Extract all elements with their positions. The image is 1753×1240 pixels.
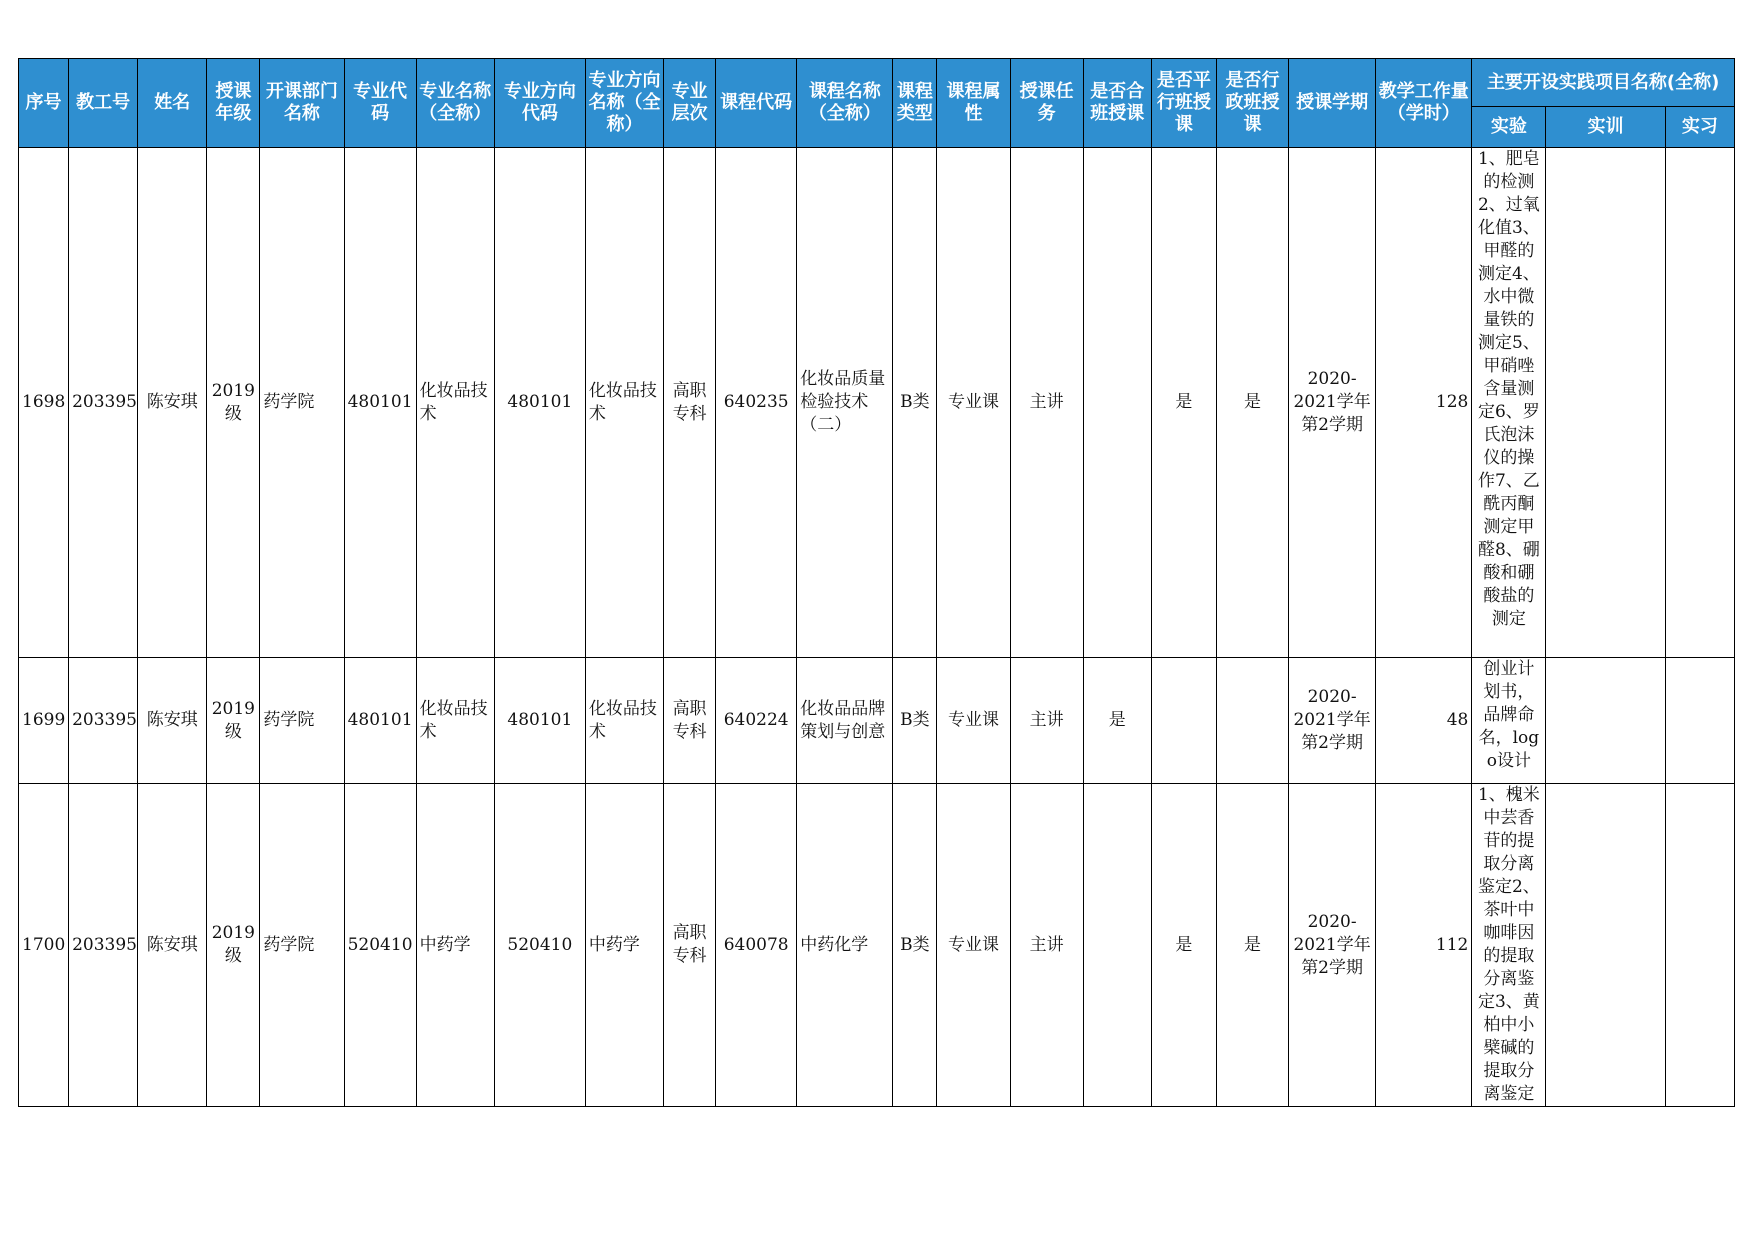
- header-course-code: 课程代码: [716, 59, 797, 148]
- header-course-name: 课程名称（全称）: [797, 59, 893, 148]
- cell-internship: [1665, 658, 1734, 784]
- cell-internship: [1665, 784, 1734, 1107]
- cell-merged-class: [1083, 148, 1151, 658]
- cell-name: 陈安琪: [138, 658, 207, 784]
- cell-grade: 2019级: [207, 148, 260, 658]
- cell-direction-name: 化妆品技术: [585, 658, 663, 784]
- cell-internship: [1665, 148, 1734, 658]
- cell-name: 陈安琪: [138, 784, 207, 1107]
- cell-course-code: 640235: [716, 148, 797, 658]
- header-direction-code: 专业方向代码: [494, 59, 585, 148]
- header-practice-group: 主要开设实践项目名称(全称): [1472, 59, 1735, 107]
- cell-merged-class: 是: [1083, 658, 1151, 784]
- cell-task: 主讲: [1010, 148, 1083, 658]
- cell-task: 主讲: [1010, 658, 1083, 784]
- cell-training: [1546, 148, 1665, 658]
- header-experiment: 实验: [1472, 107, 1546, 148]
- cell-course-code: 640224: [716, 658, 797, 784]
- cell-course-type: B类: [893, 658, 937, 784]
- cell-course-type: B类: [893, 148, 937, 658]
- header-major-code: 专业代码: [344, 59, 416, 148]
- cell-name: 陈安琪: [138, 148, 207, 658]
- cell-seq: 1698: [19, 148, 69, 658]
- cell-seq: 1700: [19, 784, 69, 1107]
- cell-course-code: 640078: [716, 784, 797, 1107]
- teaching-task-table: [18, 58, 1735, 1107]
- header-term: 授课学期: [1289, 59, 1376, 148]
- cell-workload: 128: [1376, 148, 1472, 658]
- cell-grade: 2019级: [207, 658, 260, 784]
- cell-workload: 112: [1376, 784, 1472, 1107]
- header-course-attr: 课程属性: [937, 59, 1010, 148]
- cell-parallel-class: 是: [1151, 784, 1216, 1107]
- cell-direction-code: 520410: [494, 784, 585, 1107]
- cell-level: 高职专科: [664, 784, 716, 1107]
- cell-level: 高职专科: [664, 148, 716, 658]
- cell-grade: 2019级: [207, 784, 260, 1107]
- cell-direction-code: 480101: [494, 658, 585, 784]
- cell-admin-class: [1216, 658, 1288, 784]
- header-level: 专业层次: [664, 59, 716, 148]
- cell-major-code: 520410: [344, 784, 416, 1107]
- cell-course-attr: 专业课: [937, 784, 1010, 1107]
- table-row: [19, 658, 1735, 784]
- cell-course-name: 化妆品质量检验技术（二）: [797, 148, 893, 658]
- header-direction-name: 专业方向名称（全称）: [585, 59, 663, 148]
- cell-task: 主讲: [1010, 784, 1083, 1107]
- table-row: [19, 784, 1735, 1107]
- cell-parallel-class: 是: [1151, 148, 1216, 658]
- cell-teacher-id: 203395: [69, 658, 138, 784]
- cell-dept: 药学院: [260, 658, 344, 784]
- header-seq: 序号: [19, 59, 69, 148]
- header-internship: 实习: [1665, 107, 1734, 148]
- cell-seq: 1699: [19, 658, 69, 784]
- header-grade: 授课年级: [207, 59, 260, 148]
- cell-workload: 48: [1376, 658, 1472, 784]
- cell-term: 2020-2021学年第2学期: [1289, 148, 1376, 658]
- header-name: 姓名: [138, 59, 207, 148]
- cell-major-name: 中药学: [416, 784, 494, 1107]
- cell-direction-code: 480101: [494, 148, 585, 658]
- cell-admin-class: 是: [1216, 148, 1288, 658]
- header-dept: 开课部门名称: [260, 59, 344, 148]
- cell-level: 高职专科: [664, 658, 716, 784]
- cell-major-code: 480101: [344, 658, 416, 784]
- cell-experiment: 1、肥皂的检测2、过氧化值3、甲醛的测定4、水中微量铁的测定5、甲硝唑含量测定6、罗氏泡沫仪的操作7、乙酰丙酮测定甲醛8、硼酸和硼酸盐的测定: [1472, 148, 1546, 658]
- cell-term: 2020-2021学年第2学期: [1289, 784, 1376, 1107]
- cell-direction-name: 化妆品技术: [585, 148, 663, 658]
- cell-course-attr: 专业课: [937, 148, 1010, 658]
- cell-training: [1546, 784, 1665, 1107]
- cell-experiment: 1、槐米中芸香苷的提取分离鉴定2、茶叶中咖啡因的提取分离鉴定3、黄柏中小檗碱的提取分离鉴定: [1472, 784, 1546, 1107]
- header-teacher-id: 教工号: [69, 59, 138, 148]
- cell-training: [1546, 658, 1665, 784]
- cell-major-name: 化妆品技术: [416, 148, 494, 658]
- cell-parallel-class: [1151, 658, 1216, 784]
- cell-course-attr: 专业课: [937, 658, 1010, 784]
- header-course-type: 课程类型: [893, 59, 937, 148]
- cell-teacher-id: 203395: [69, 784, 138, 1107]
- cell-experiment: 创业计划书，品牌命名，logo设计: [1472, 658, 1546, 784]
- cell-merged-class: [1083, 784, 1151, 1107]
- header-training: 实训: [1546, 107, 1665, 148]
- cell-teacher-id: 203395: [69, 148, 138, 658]
- header-admin-class: 是否行政班授课: [1216, 59, 1288, 148]
- cell-dept: 药学院: [260, 148, 344, 658]
- cell-dept: 药学院: [260, 784, 344, 1107]
- header-parallel-class: 是否平行班授课: [1151, 59, 1216, 148]
- cell-major-code: 480101: [344, 148, 416, 658]
- cell-admin-class: 是: [1216, 784, 1288, 1107]
- header-task: 授课任务: [1010, 59, 1083, 148]
- cell-course-type: B类: [893, 784, 937, 1107]
- cell-term: 2020-2021学年第2学期: [1289, 658, 1376, 784]
- cell-course-name: 中药化学: [797, 784, 893, 1107]
- header-major-name: 专业名称（全称）: [416, 59, 494, 148]
- table-row: [19, 148, 1735, 658]
- header-workload: 教学工作量（学时）: [1376, 59, 1472, 148]
- header-merged-class: 是否合班授课: [1083, 59, 1151, 148]
- cell-major-name: 化妆品技术: [416, 658, 494, 784]
- cell-course-name: 化妆品品牌策划与创意: [797, 658, 893, 784]
- cell-direction-name: 中药学: [585, 784, 663, 1107]
